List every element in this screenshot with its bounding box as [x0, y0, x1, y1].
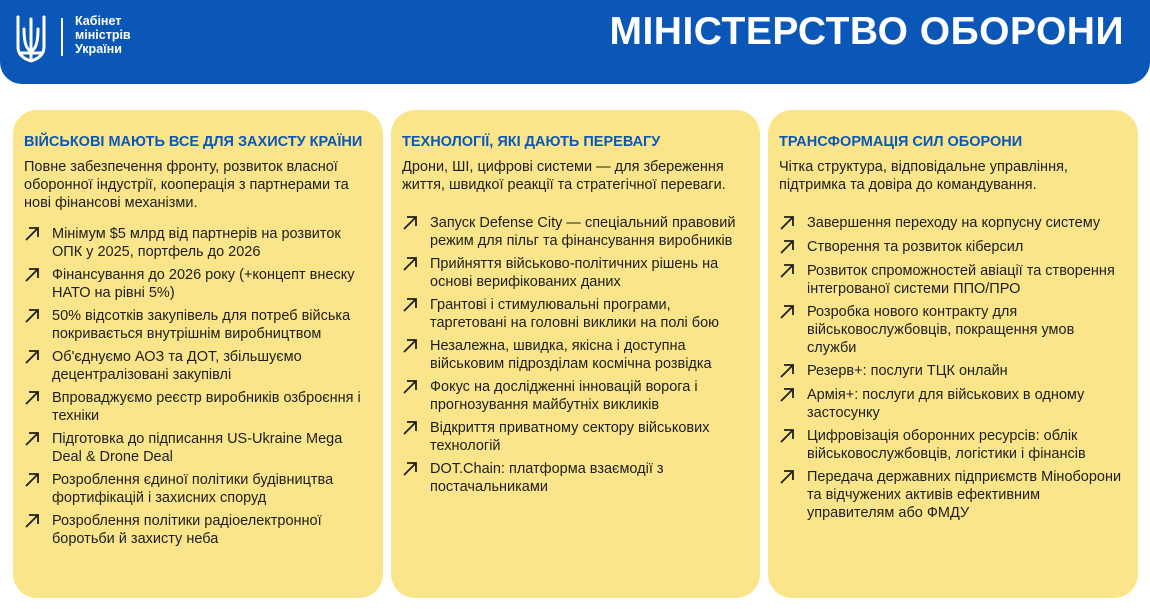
- arrow-up-right-icon: [402, 214, 430, 233]
- arrow-up-right-icon: [779, 427, 807, 446]
- arrow-up-right-icon: [24, 512, 52, 531]
- card-intro: Повне забезпечення фронту, розвиток власної оборонної індустрії, кооперація з партнерами та нові фінансові механізми.: [24, 159, 349, 211]
- list-item-text: Завершення переходу на корпусну систему: [807, 215, 1101, 231]
- arrow-up-right-icon: [402, 460, 430, 479]
- list-item-text: Прийняття військово-політичних рішень на основі верифікованих даних: [430, 256, 719, 290]
- list-item-text: 50% відсотків закупівель для потреб війська покривається внутрішнім виробництвом: [52, 308, 351, 342]
- list-item-text: Об'єднуємо АОЗ та ДОТ, збільшуємо децентралізовані закупівлі: [52, 349, 302, 383]
- list-item-text: Передача державних підприємств Міноборони та відчужених активів ефективним управителям або ФМДУ: [807, 469, 1122, 521]
- list-item-text: Фокус на дослідженні інновацій ворога і прогнозування майбутніх викликів: [430, 379, 698, 413]
- list-item-text: Грантові і стимулювальні програми, таргетовані на головні виклики на полі бою: [430, 297, 720, 331]
- list-item: [779, 468, 1126, 522]
- list-item: [779, 214, 1126, 233]
- list-item-text: Підготовка до підписання US-Ukraine Mega Deal & Drone Deal: [52, 431, 343, 465]
- list-item-text: Розроблення політики радіоелектронної боротьби й захисту неба: [52, 513, 322, 547]
- page-title: МІНІСТЕРСТВО ОБОРОНИ: [609, 10, 1124, 53]
- list-item: [24, 471, 371, 507]
- arrow-up-right-icon: [24, 348, 52, 367]
- card-intro: Дрони, ШІ, цифрові системи — для збереження життя, швидкої реакції та стратегічної переваги.: [402, 159, 726, 193]
- header-banner: [0, 0, 1150, 84]
- card-title: ТЕХНОЛОГІЇ, ЯКІ ДАЮТЬ ПЕРЕВАГУ: [402, 134, 661, 150]
- list-item-text: Цифровізація оборонних ресурсів: облік військовослужбовців, логістики і фінансів: [807, 428, 1086, 462]
- list-item: [402, 419, 748, 455]
- card-military: [13, 110, 383, 598]
- logo-line: України: [75, 42, 122, 56]
- card-title: ВІЙСЬКОВІ МАЮТЬ ВСЕ ДЛЯ ЗАХИСТУ КРАЇНИ: [24, 134, 363, 150]
- list-item-text: Розробка нового контракту для військовослужбовців, покращення умов служби: [807, 304, 1075, 356]
- list-item: [24, 307, 371, 343]
- arrow-up-right-icon: [779, 214, 807, 233]
- arrow-up-right-icon: [779, 362, 807, 381]
- arrow-up-right-icon: [24, 266, 52, 285]
- card-intro: Чітка структура, відповідальне управління, підтримка та довіра до командування.: [779, 159, 1068, 193]
- logo-divider: [61, 18, 63, 56]
- list-item-text: DOT.Chain: платформа взаємодії з постачальниками: [430, 461, 664, 495]
- arrow-up-right-icon: [24, 307, 52, 326]
- arrow-up-right-icon: [402, 296, 430, 315]
- arrow-up-right-icon: [24, 430, 52, 449]
- list-item: [779, 427, 1126, 463]
- card-technology: [391, 110, 760, 598]
- arrow-up-right-icon: [24, 389, 52, 408]
- list-item: [24, 389, 371, 425]
- list-item: [402, 337, 748, 373]
- logo-line: Кабінет: [75, 14, 122, 28]
- card-transformation: [768, 110, 1138, 598]
- list-item: [779, 386, 1126, 422]
- arrow-up-right-icon: [779, 238, 807, 257]
- list-item-text: Мінімум $5 млрд від партнерів на розвиток ОПК у 2025, портфель до 2026: [52, 226, 341, 260]
- list-item: [24, 430, 371, 466]
- list-item: [24, 225, 371, 261]
- card-item-list: [779, 214, 1126, 522]
- list-item-text: Резерв+: послуги ТЦК онлайн: [807, 363, 1008, 379]
- arrow-up-right-icon: [24, 225, 52, 244]
- logo-line: міністрів: [75, 28, 131, 42]
- list-item: [779, 262, 1126, 298]
- list-item: [402, 214, 748, 250]
- list-item-text: Створення та розвиток кіберсил: [807, 239, 1024, 255]
- list-item: [779, 238, 1126, 257]
- arrow-up-right-icon: [402, 337, 430, 356]
- list-item: [24, 266, 371, 302]
- list-item-text: Фінансування до 2026 року (+концепт внеску НАТО на рівні 5%): [52, 267, 355, 301]
- list-item: [24, 348, 371, 384]
- arrow-up-right-icon: [402, 419, 430, 438]
- arrow-up-right-icon: [402, 255, 430, 274]
- card-item-list: [402, 214, 748, 496]
- list-item-text: Армія+: послуги для військових в одному застосунку: [807, 387, 1085, 421]
- list-item: [24, 512, 371, 548]
- list-item-text: Розроблення єдиної політики будівництва фортифікацій і захисних споруд: [52, 472, 334, 506]
- arrow-up-right-icon: [779, 262, 807, 281]
- list-item-text: Відкриття приватному сектору військових технологій: [430, 420, 710, 454]
- arrow-up-right-icon: [779, 303, 807, 322]
- list-item: [779, 303, 1126, 357]
- card-item-list: [24, 225, 371, 548]
- list-item: [779, 362, 1126, 381]
- list-item-text: Розвиток спроможностей авіації та створення інтегрованої системи ППО/ПРО: [807, 263, 1115, 297]
- card-title: ТРАНСФОРМАЦІЯ СИЛ ОБОРОНИ: [779, 134, 1023, 150]
- arrow-up-right-icon: [779, 386, 807, 405]
- arrow-up-right-icon: [24, 471, 52, 490]
- list-item-text: Впроваджуємо реєстр виробників озброєння і техніки: [52, 390, 361, 424]
- trident-emblem-icon: [14, 13, 48, 65]
- list-item: [402, 460, 748, 496]
- arrow-up-right-icon: [402, 378, 430, 397]
- list-item-text: Незалежна, швидка, якісна і доступна військовим підрозділам космічна розвідка: [430, 338, 712, 372]
- list-item: [402, 255, 748, 291]
- arrow-up-right-icon: [779, 468, 807, 487]
- logo-text: [75, 14, 131, 56]
- list-item-text: Запуск Defense City — спеціальний правовий режим для пільг та фінансування виробників: [430, 215, 736, 249]
- list-item: [402, 296, 748, 332]
- list-item: [402, 378, 748, 414]
